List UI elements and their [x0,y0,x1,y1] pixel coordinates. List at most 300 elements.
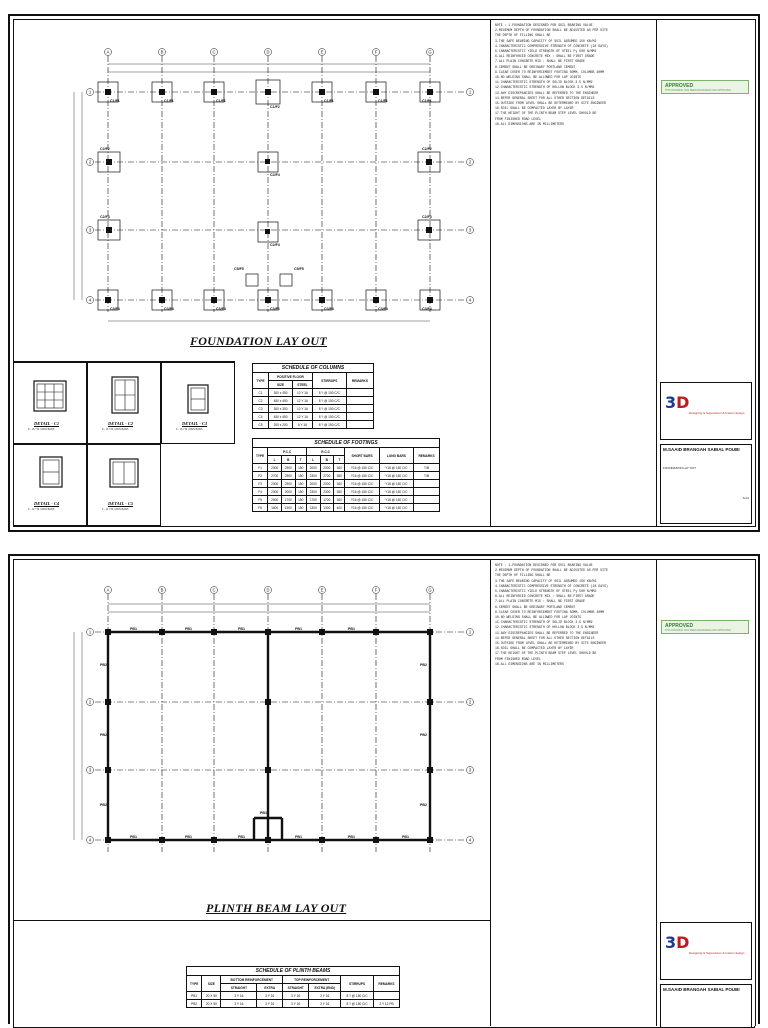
table-cell: 2000 [320,464,334,472]
plinth-beam-tag: PB2 [420,733,427,737]
detail-c1-label: DETAIL - C1 [34,421,60,426]
detail-c2-section [88,363,162,445]
grid-letter-label: F [374,49,378,55]
detail-c1-section [14,363,88,445]
foundation-plan-drawing [10,16,490,356]
col-header: TYPE [187,976,202,992]
detail-c4-cell [13,444,87,526]
grid-letter-label: E [320,587,324,593]
plinth-schedule-caption: SCHEDULE OF PLINTH BEAMS [186,966,400,975]
table-cell: 150 [295,464,306,472]
note-line: 9.CLEAR COVER TO REINFORCEMENT FOOTING 50MM, COLUMNS 40MM [495,609,605,614]
table-cell [414,496,440,504]
note-line: 2.MINIMUM DEPTH OF FOUNDATION SHALL BE ADJUSTED AS PER SITE [495,568,608,573]
logo-mark-accent: D [676,933,690,952]
col-header: B [281,456,295,464]
table-cell: 3 Y 16 [283,1000,309,1008]
detail-c5-label: DETAIL - C5 [108,501,134,506]
table-cell: 350 [334,488,345,496]
approved-stamp [661,620,749,634]
table-cell: Y16 @ 150 C/C [379,496,413,504]
col-header: T [334,456,345,464]
footing-tag: C1/F1 [164,99,174,103]
footings-schedule-caption: SCHEDULE OF FOOTINGS [252,438,440,447]
approved-sub: THIS DRAWING HAS BEEN REVIEWED AND APPROVED [665,89,732,92]
col-header: L [306,456,320,464]
columns-schedule-caption: SCHEDULE OF COLUMNS [252,363,374,372]
table-cell: 300 [334,496,345,504]
note-line: NOTE : 1.FOUNDATION DESIGNED FOR SOIL BEARING VALUE [495,563,593,567]
footing-tag: C2/F2 [100,147,110,151]
note-line: 12.CHARACTERISTIC STRENGTH OF HOLLOW BLOCK 3.5 N/MM2 [495,625,595,630]
table-cell: 10 Y 16 [293,389,313,397]
grid-number-label: 2 [88,699,92,705]
note-line: 14.REFER GENERAL SHEET FOR ALL OTHER SECTION DETAILS [495,95,595,100]
table-row [253,496,440,504]
drawing-title-block [660,984,752,1027]
table-cell: 8 ? @ 150 C/C [312,397,346,405]
table-row [253,464,440,472]
approved-sub: THIS DRAWING HAS BEEN REVIEWED AND APPROVED [665,629,732,632]
drawing-number: S-01 [742,496,749,500]
footing-tag: C3/F4 [110,307,120,311]
note-line: 13.ANY DISCREPANCIES SHALL BE REFERRED TO THE ENGINEER [495,630,599,635]
grid-number-label: 1 [468,629,472,635]
table-cell: 2000 [306,464,320,472]
note-line: 3.THE SAFE BEARING CAPACITY OF SOIL ASSUMED 150 KN/M2 [495,38,597,43]
table-cell: Y16 @ 150 C/C [345,464,379,472]
table-cell: 2300 [281,480,295,488]
col-header: REMARKS [414,448,440,464]
footing-tag: C5/F5 [234,267,244,271]
company-logo [665,933,689,952]
detail-c1-cell [13,362,87,444]
note-line: 2.MINIMUM DEPTH OF FOUNDATION SHALL BE ADJUSTED AS PER SITE [495,28,608,33]
detail-c2-sub: 8 - 16 ? M. MAIN BARS [102,428,129,431]
table-cell: 2300 [268,480,282,488]
footing-tag: C1/F1 [324,99,334,103]
grid-number-label: 3 [88,767,92,773]
grid-letter-label: F [374,587,378,593]
detail-c5-sub: 4 - 12 ? M. MAIN BARS [102,508,129,511]
table-cell: 2000 [281,488,295,496]
col-header: EXTRA [257,984,283,992]
col-header: SIZE [202,976,221,992]
note-line: 7.ALL PLAIN CONCRETE MIX : SHALL BE FIRST GRADE [495,59,585,64]
table-cell: C5 [253,421,269,429]
grid-letter-label: A [106,587,110,593]
owner-name: M.SAAID BRANGAH SABIAL POUBI [663,987,740,992]
table-cell: 12 Y 16 [293,413,313,421]
drawing-title: FOUNDATION LAY OUT [663,466,697,470]
table-cell: C3 [253,405,269,413]
table-cell: 3 Y 16 [257,992,283,1000]
footing-tag: C1/F1 [110,99,120,103]
table-cell: 2 Y 16 [309,992,341,1000]
grid-number-label: 4 [88,837,92,843]
footing-tag: C3/F4 [324,307,334,311]
col-header: REMARKS [373,976,399,992]
col-group-header: BOTTOM REINFORCEMENT [221,976,283,984]
logo-tagline: Designing & Supervision & Interior design [689,951,745,955]
note-line: THE DEPTH OF FILLING SHALL BE [495,573,551,578]
table-cell: 8 ? @ 150 C/C [312,413,346,421]
note-line: 8.CEMENT SHALL BE ORDINARY PORTLAND CEMENT [495,64,576,69]
table-cell: 2 Y 12 PB [373,1000,399,1008]
detail-c2-cell [87,362,161,444]
col-header: REMARKS [346,373,373,389]
note-line: 4.CHARACTERISTIC COMPRESSIVE STRENGTH OF CONCRETE (28 DAYS) [495,43,608,48]
plinth-beam-tag: PB1 [348,627,355,631]
note-line: 4.CHARACTERISTIC COMPRESSIVE STRENGTH OF CONCRETE (28 DAYS) [495,583,608,588]
columns-schedule-body [253,389,374,429]
note-line: 13.ANY DISCREPANCIES SHALL BE REFERRED TO THE ENGINEER [495,90,599,95]
table-cell: 8 ? @ 150 C/C [312,389,346,397]
detail-c3-cell [161,362,235,444]
table-cell: 150 [295,504,306,512]
table-cell: 150 [295,496,306,504]
plinth-schedule-body [187,992,400,1008]
footing-tag: C2/F2 [422,147,432,151]
note-line: 5.CHARACTERISTIC YIELD STRENGTH OF STEEL Fy 500 N/MM2 [495,589,597,594]
note-line: 6.ALL REINFORCED CONCRETE MIX : SHALL BE FIRST GRADE [495,594,595,599]
table-row [253,413,374,421]
table-cell: 400 [334,504,345,512]
table-cell: 8 ? @ 150 C/C [341,1000,374,1008]
note-line: 6.ALL REINFORCED CONCRETE MIX : SHALL BE FIRST GRADE [495,54,595,59]
table-cell: F4 [253,488,268,496]
plinth-beam-tag: PB1 [185,627,192,631]
company-logo [665,393,689,412]
owner-name: M.SAAID BRANGAH SABIAL POUBI [663,447,740,452]
grid-letter-label: D [266,587,270,593]
table-cell: Y16 @ 150 C/C [379,504,413,512]
col-group-header: TOP REINFORCEMENT [283,976,341,984]
footing-tag: C3/F4 [422,307,432,311]
table-cell [414,480,440,488]
table-cell: 20 X 50 [202,1000,221,1008]
grid-number-label: 4 [88,297,92,303]
table-cell: 2300 [268,488,282,496]
table-cell: Y16 @ 150 C/C [379,464,413,472]
table-row [253,480,440,488]
company-logo-box [660,922,752,980]
table-cell: 2700 [320,472,334,480]
table-cell: 150 [295,472,306,480]
footing-tag: C3/F4 [216,307,226,311]
detail-c3-sub: 6 - 16 ? M. MAIN BARS [176,428,203,431]
detail-c5-cell [87,444,161,526]
detail-c2-label: DETAIL - C2 [108,421,134,426]
table-cell: 2700 [268,472,282,480]
table-cell: Y16 @ 150 C/C [345,480,379,488]
col-header: STRAIGHT [283,984,309,992]
note-line: 18.ALL DIMENSIONS ARE IN MILLIMETERS [495,121,564,126]
plinth-beam-tag: PB2 [420,803,427,807]
table-cell: PB1 [187,992,202,1000]
note-line: 17.THE HEIGHT OF THE PLINTH BEAM STEP LEVEL SHOULD BE [495,111,597,116]
table-cell: F6 [253,504,268,512]
logo-mark: 3 [665,933,677,952]
grid-letter-label: A [106,49,110,55]
table-cell: T/B [414,464,440,472]
table-cell [346,405,373,413]
footing-tag: C1/F1 [422,99,432,103]
table-cell: 1300 [281,504,295,512]
table-cell [414,504,440,512]
note-line: 18.ALL DIMENSIONS ARE IN MILLIMETERS [495,661,564,666]
footing-tag: C3/F6 [270,307,280,311]
plinth-beam-sheet [8,554,760,1024]
table-cell: 200 x 200 [269,421,293,429]
footing-tag: C2/F4 [270,173,280,177]
col-header: L [268,456,282,464]
table-cell: 2300 [306,488,320,496]
plinth-beam-tag: PB1 [238,835,245,839]
columns-schedule-table [252,363,374,429]
table-row [253,389,374,397]
plinth-beam-tag: PB1 [130,627,137,631]
grid-number-label: 2 [468,699,472,705]
footing-tag: C1/F1 [378,99,388,103]
grid-letter-label: D [266,49,270,55]
table-cell: 8 ? @ 150 C/C [341,992,374,1000]
table-cell: 300 [334,480,345,488]
col-header: B [320,456,334,464]
note-line: 15.OUTSIDE FROM LEVEL SHALL BE DETERMINED BY SITE ENGINEER [495,641,606,646]
grid-letter-label: G [428,587,432,593]
table-cell: PB2 [187,1000,202,1008]
note-line: THE DEPTH OF FILLING SHALL BE [495,33,551,38]
table-cell: F3 [253,480,268,488]
table-cell: Y16 @ 150 C/C [345,504,379,512]
grid-letter-label: C [212,49,216,55]
footing-tag: C2/F3 [100,215,110,219]
note-line: 14.REFER GENERAL SHEET FOR ALL OTHER SECTION DETAILS [495,635,595,640]
grid-number-label: 3 [468,227,472,233]
note-line: 11.CHARACTERISTIC STRENGTH OF SOLID BLOCK 3.5 N/MM2 [495,620,593,625]
footing-tag: C3/F4 [164,307,174,311]
logo-tagline: Designing & Supervision & Interior design [689,411,745,415]
table-cell: 1300 [320,504,334,512]
grid-number-label: 4 [468,297,472,303]
note-line: NOTE : 1.FOUNDATION DESIGNED FOR SOIL BEARING VALUE [495,23,593,27]
detail-c1-sub: 8 - 16 ? M. MAIN BARS [28,428,55,431]
col-group-header: P.C.C [268,448,307,456]
general-notes [490,19,650,527]
grid-letter-label: E [320,49,324,55]
table-cell: 1700 [306,496,320,504]
table-cell: 1700 [281,496,295,504]
footing-tag: C2/F4 [270,243,280,247]
table-cell: 150 [295,480,306,488]
note-line: 16.SOIL SHALL BE COMPACTED LAYER BY LAYER [495,106,574,111]
plinth-beam-tag: PB1 [130,835,137,839]
detail-c4-sub: 4 - 12 ? M. MAIN BARS [28,508,55,511]
table-cell: 2300 [306,472,320,480]
table-cell: 20 X 50 [202,992,221,1000]
table-cell: 3 Y 16 [283,992,309,1000]
plinth-schedule-table [186,966,400,1008]
detail-c4-label: DETAIL - C4 [34,501,60,506]
grid-number-label: 1 [88,629,92,635]
table-row [187,1000,400,1008]
col-header: STRAIGHT [221,984,257,992]
plinth-plan-drawing [10,556,490,906]
table-cell: C2 [253,397,269,405]
table-cell: 2000 [268,496,282,504]
footing-tag: C1/F2 [270,105,280,109]
grid-letter-label: B [160,49,164,55]
plinth-beam-tag: PB2 [100,803,107,807]
foundation-heading: FOUNDATION LAY OUT [190,334,327,348]
table-cell: 2300 [320,488,334,496]
approved-stamp [661,80,749,94]
table-cell: 1600 [268,504,282,512]
table-row [253,397,374,405]
table-cell [373,992,399,1000]
plinth-beam-tag: PB1 [238,627,245,631]
plinth-beam-tag: PB2 [100,733,107,737]
table-cell: 2300 [281,472,295,480]
table-cell: 6 Y 16 [293,421,313,429]
table-cell: 300 x 300 [269,405,293,413]
note-line: 16.SOIL SHALL BE COMPACTED LAYER BY LAYER [495,646,574,651]
plinth-beam-tag: PB1 [348,835,355,839]
table-cell: 3 Y 16 [257,1000,283,1008]
drawing-title-block [660,444,752,524]
plinth-beam-tag: PB1 [185,835,192,839]
general-notes [490,559,650,1026]
table-cell: 1300 [306,504,320,512]
note-line: 8.CEMENT SHALL BE ORDINARY PORTLAND CEMENT [495,604,576,609]
detail-c3-section [162,363,236,445]
note-line: 9.CLEAR COVER TO REINFORCEMENT FOOTING 50MM, COLUMNS 40MM [495,69,605,74]
note-line: FROM FINISHED ROAD LEVEL [495,656,541,661]
table-row [253,488,440,496]
table-cell: 2300 [281,464,295,472]
col-header: TYPE [253,373,269,389]
plinth-divider [13,920,490,921]
grid-number-label: 2 [468,159,472,165]
table-row [253,405,374,413]
table-cell: F5 [253,496,268,504]
grid-number-label: 2 [88,159,92,165]
table-cell: 300 x 450 [269,389,293,397]
title-block-column [656,559,756,1026]
table-cell: F2 [253,472,268,480]
table-cell: 2000 [320,480,334,488]
grid-number-label: 1 [88,89,92,95]
grid-letter-label: C [212,587,216,593]
table-cell: 8 ? @ 150 C/C [312,421,346,429]
table-row [253,472,440,480]
plinth-beam-tag: PB2 [100,663,107,667]
grid-letter-label: G [428,49,432,55]
grid-number-label: 3 [468,767,472,773]
table-cell: Y16 @ 150 C/C [345,472,379,480]
footing-tag: C1/F1 [216,99,226,103]
note-line: 3.THE SAFE BEARING CAPACITY OF SOIL ASSUMED 150 KN/M2 [495,578,597,583]
table-cell: 350 [334,472,345,480]
note-line: 12.CHARACTERISTIC STRENGTH OF HOLLOW BLOCK 3.5 N/MM2 [495,85,595,90]
note-line: 11.CHARACTERISTIC STRENGTH OF SOLID BLOCK 3.5 N/MM2 [495,80,593,85]
footing-tag: C3/F4 [378,307,388,311]
foundation-sheet [8,14,760,532]
col-header: SIZE [269,381,293,389]
plinth-heading: PLINTH BEAM LAY OUT [206,901,347,915]
table-cell [346,397,373,405]
col-header: STIRRUPS [312,373,346,389]
table-row [253,421,374,429]
footing-tag: C5/F5 [294,267,304,271]
plinth-beam-tag: PB1 [260,811,267,815]
table-cell: 300 [334,464,345,472]
col-header: TYPE [253,448,268,464]
col-header: SHORT BARS [345,448,379,464]
note-line: 17.THE HEIGHT OF THE PLINTH BEAM STEP LEVEL SHOULD BE [495,651,597,656]
table-row [253,504,440,512]
approved-label: APPROVED [665,623,694,629]
table-cell: Y16 @ 150 C/C [379,472,413,480]
note-line: 10.NO WELDING SHALL BE ALLOWED FOR LAP JOINTS [495,615,582,620]
table-cell: 1700 [320,496,334,504]
grid-number-label: 3 [88,227,92,233]
approved-label: APPROVED [665,83,694,89]
table-cell: T/B [414,472,440,480]
table-cell: 12 Y 16 [293,397,313,405]
footings-schedule-body [253,464,440,512]
footing-tag: C2/F3 [422,215,432,219]
footings-schedule-table [252,438,440,512]
table-cell: 450 x 450 [269,413,293,421]
table-cell: 3 Y 16 [221,1000,257,1008]
note-line: 7.ALL PLAIN CONCRETE MIX : SHALL BE FIRST GRADE [495,599,585,604]
plinth-beam-tag: PB2 [420,663,427,667]
company-logo-box [660,382,752,440]
grid-number-label: 1 [468,89,472,95]
note-line: 5.CHARACTERISTIC YIELD STRENGTH OF STEEL Fy 500 N/MM2 [495,49,597,54]
table-cell: 150 [295,488,306,496]
table-cell: 10 Y 16 [293,405,313,413]
table-cell: Y16 @ 150 C/C [345,488,379,496]
table-cell: 2000 [306,480,320,488]
plinth-beam-tag: PB1 [402,835,409,839]
table-cell: 2 Y 16 [309,1000,341,1008]
logo-mark: 3 [665,393,677,412]
table-cell: F1 [253,464,268,472]
grid-letter-label: B [160,587,164,593]
col-header: T [295,456,306,464]
logo-mark-accent: D [676,393,690,412]
detail-c5-section [88,445,162,527]
table-row [187,992,400,1000]
col-header: LONG BARS [379,448,413,464]
table-cell [346,389,373,397]
detail-c3-label: DETAIL - C3 [182,421,208,426]
table-cell: C1 [253,389,269,397]
table-cell: Y16 @ 150 C/C [379,488,413,496]
title-block-column [656,19,756,527]
table-cell: Y16 @ 150 C/C [379,480,413,488]
table-cell: 3 Y 16 [221,992,257,1000]
table-cell [346,413,373,421]
table-cell: 8 ? @ 150 C/C [312,405,346,413]
table-cell [346,421,373,429]
detail-c4-section [14,445,88,527]
note-line: 15.OUTSIDE FROM LEVEL SHALL BE DETERMINED BY SITE ENGINEER [495,101,606,106]
table-cell: 2300 [268,464,282,472]
